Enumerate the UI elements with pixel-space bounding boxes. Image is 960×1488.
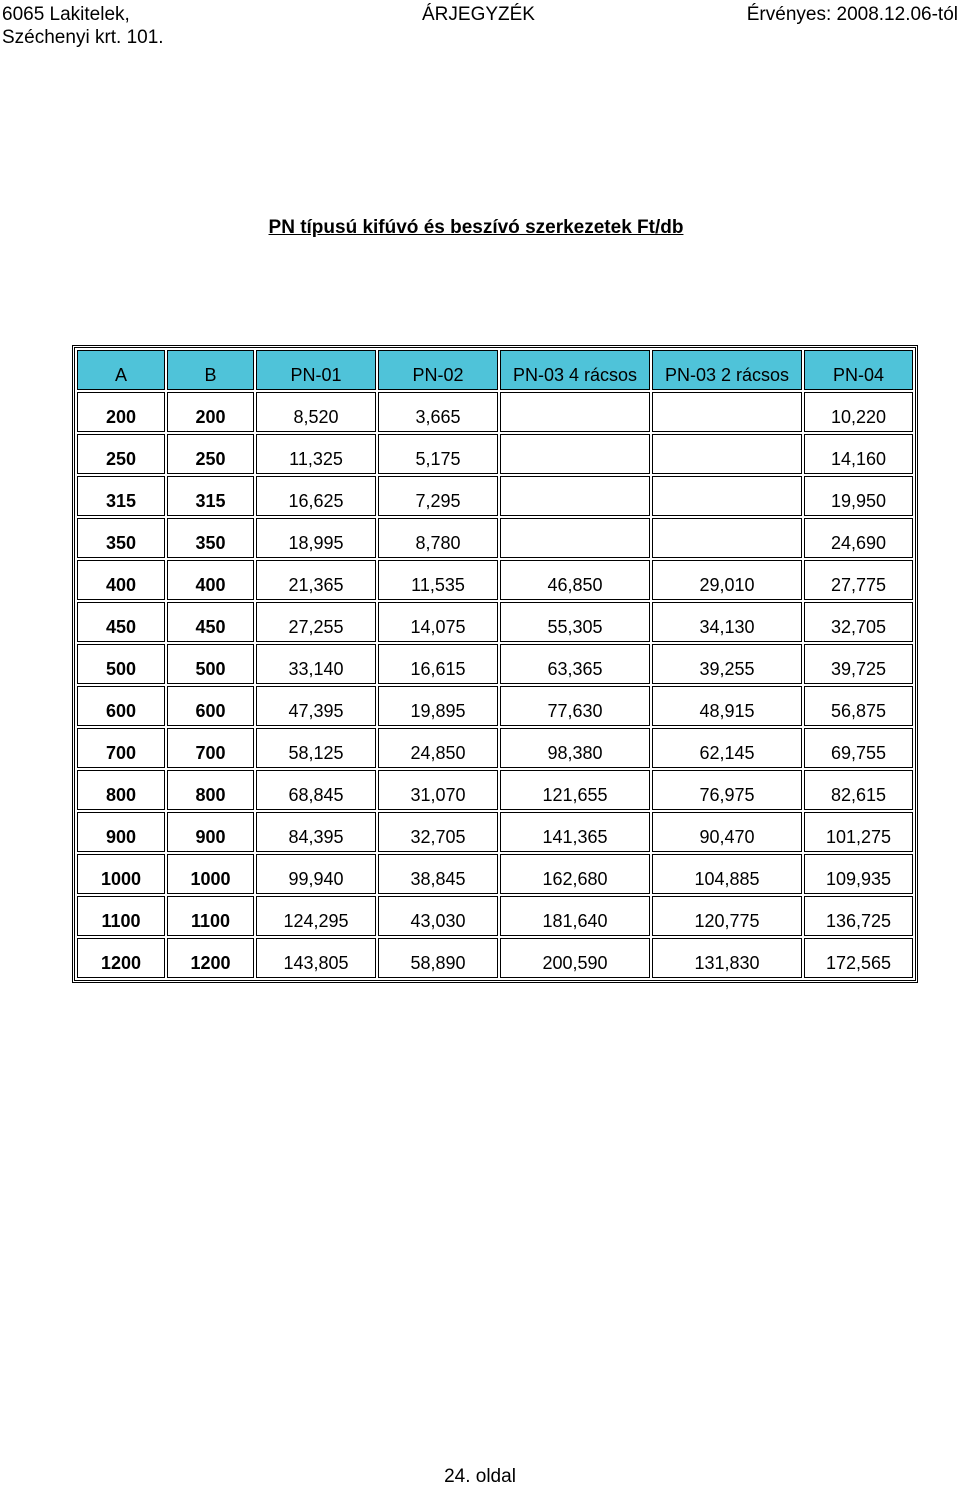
cell-pn03-2: 120,775 [652, 896, 802, 936]
cell-pn02: 19,895 [378, 686, 498, 726]
cell-pn03-4: 46,850 [500, 560, 650, 600]
cell-a: 350 [77, 518, 165, 558]
cell-pn03-2: 39,255 [652, 644, 802, 684]
table-row [77, 770, 913, 810]
column-header-pn03-4: PN-03 4 rácsos [500, 350, 650, 390]
cell-pn03-2: 131,830 [652, 938, 802, 978]
table-row [77, 434, 913, 474]
table-row [77, 938, 913, 978]
cell-pn02: 43,030 [378, 896, 498, 936]
cell-pn02: 7,295 [378, 476, 498, 516]
cell-b: 400 [167, 560, 254, 600]
cell-pn01: 27,255 [256, 602, 376, 642]
table-header [77, 350, 913, 390]
cell-pn03-4 [500, 392, 650, 432]
cell-pn03-4 [500, 518, 650, 558]
cell-pn02: 24,850 [378, 728, 498, 768]
cell-a: 250 [77, 434, 165, 474]
table-row [77, 644, 913, 684]
cell-b: 500 [167, 644, 254, 684]
cell-pn04: 69,755 [804, 728, 913, 768]
table-row [77, 896, 913, 936]
cell-pn04: 27,775 [804, 560, 913, 600]
cell-pn02: 31,070 [378, 770, 498, 810]
cell-pn01: 47,395 [256, 686, 376, 726]
cell-b: 1200 [167, 938, 254, 978]
table-row [77, 392, 913, 432]
cell-pn03-4: 121,655 [500, 770, 650, 810]
cell-pn02: 8,780 [378, 518, 498, 558]
cell-pn03-4: 55,305 [500, 602, 650, 642]
cell-pn01: 124,295 [256, 896, 376, 936]
cell-a: 400 [77, 560, 165, 600]
cell-b: 1100 [167, 896, 254, 936]
cell-pn03-4: 200,590 [500, 938, 650, 978]
table-header-row [77, 350, 913, 390]
cell-pn03-4: 141,365 [500, 812, 650, 852]
price-table [72, 345, 918, 983]
cell-pn04: 136,725 [804, 896, 913, 936]
cell-a: 800 [77, 770, 165, 810]
cell-pn02: 14,075 [378, 602, 498, 642]
cell-pn04: 24,690 [804, 518, 913, 558]
cell-pn02: 38,845 [378, 854, 498, 894]
cell-b: 350 [167, 518, 254, 558]
cell-pn03-4 [500, 476, 650, 516]
cell-a: 315 [77, 476, 165, 516]
cell-b: 1000 [167, 854, 254, 894]
cell-pn03-4: 162,680 [500, 854, 650, 894]
cell-pn03-2: 29,010 [652, 560, 802, 600]
cell-pn01: 33,140 [256, 644, 376, 684]
cell-a: 600 [77, 686, 165, 726]
cell-pn03-2: 76,975 [652, 770, 802, 810]
page-title: PN típusú kifúvó és beszívó szerkezetek Ft/db [268, 217, 684, 238]
cell-pn02: 5,175 [378, 434, 498, 474]
table-row [77, 728, 913, 768]
cell-pn01: 11,325 [256, 434, 376, 474]
cell-pn03-4: 98,380 [500, 728, 650, 768]
cell-b: 200 [167, 392, 254, 432]
cell-pn02: 58,890 [378, 938, 498, 978]
cell-pn01: 58,125 [256, 728, 376, 768]
cell-pn02: 32,705 [378, 812, 498, 852]
cell-b: 900 [167, 812, 254, 852]
cell-pn04: 101,275 [804, 812, 913, 852]
cell-pn04: 172,565 [804, 938, 913, 978]
cell-pn03-4: 63,365 [500, 644, 650, 684]
cell-pn03-2 [652, 518, 802, 558]
cell-pn04: 109,935 [804, 854, 913, 894]
cell-pn01: 143,805 [256, 938, 376, 978]
cell-pn04: 14,160 [804, 434, 913, 474]
column-header-pn03-2: PN-03 2 rácsos [652, 350, 802, 390]
column-header-b: B [167, 350, 254, 390]
table-row [77, 476, 913, 516]
cell-b: 600 [167, 686, 254, 726]
company-address-line2: Széchenyi krt. 101. [2, 27, 164, 48]
cell-a: 1200 [77, 938, 165, 978]
cell-pn04: 10,220 [804, 392, 913, 432]
column-header-a: A [77, 350, 165, 390]
cell-a: 200 [77, 392, 165, 432]
cell-pn03-2 [652, 392, 802, 432]
table-row [77, 812, 913, 852]
cell-pn02: 16,615 [378, 644, 498, 684]
cell-b: 800 [167, 770, 254, 810]
cell-pn01: 68,845 [256, 770, 376, 810]
cell-pn03-2: 48,915 [652, 686, 802, 726]
cell-b: 450 [167, 602, 254, 642]
cell-a: 500 [77, 644, 165, 684]
cell-pn03-2 [652, 434, 802, 474]
cell-pn02: 3,665 [378, 392, 498, 432]
cell-pn03-4: 77,630 [500, 686, 650, 726]
table-body [77, 392, 913, 978]
column-header-pn01: PN-01 [256, 350, 376, 390]
cell-b: 250 [167, 434, 254, 474]
table-row [77, 518, 913, 558]
cell-pn03-2: 104,885 [652, 854, 802, 894]
table-row [77, 854, 913, 894]
cell-a: 450 [77, 602, 165, 642]
document-type: ÁRJEGYZÉK [422, 4, 535, 25]
cell-pn03-2: 90,470 [652, 812, 802, 852]
column-header-pn02: PN-02 [378, 350, 498, 390]
cell-pn03-2: 34,130 [652, 602, 802, 642]
cell-pn03-4 [500, 434, 650, 474]
cell-a: 1100 [77, 896, 165, 936]
cell-a: 700 [77, 728, 165, 768]
cell-pn01: 16,625 [256, 476, 376, 516]
cell-pn01: 84,395 [256, 812, 376, 852]
validity-date: Érvényes: 2008.12.06-tól [746, 4, 958, 25]
cell-pn03-2: 62,145 [652, 728, 802, 768]
cell-pn02: 11,535 [378, 560, 498, 600]
company-address-line1: 6065 Lakitelek, [2, 4, 130, 25]
cell-pn01: 8,520 [256, 392, 376, 432]
column-header-pn04: PN-04 [804, 350, 913, 390]
cell-pn04: 32,705 [804, 602, 913, 642]
page-number: 24. oldal [444, 1466, 516, 1487]
cell-pn04: 82,615 [804, 770, 913, 810]
cell-pn04: 39,725 [804, 644, 913, 684]
cell-pn03-4: 181,640 [500, 896, 650, 936]
table-row [77, 560, 913, 600]
cell-pn01: 21,365 [256, 560, 376, 600]
cell-pn01: 99,940 [256, 854, 376, 894]
cell-pn04: 56,875 [804, 686, 913, 726]
cell-pn03-2 [652, 476, 802, 516]
cell-pn04: 19,950 [804, 476, 913, 516]
cell-a: 1000 [77, 854, 165, 894]
table-row [77, 602, 913, 642]
cell-pn01: 18,995 [256, 518, 376, 558]
cell-b: 315 [167, 476, 254, 516]
table-row [77, 686, 913, 726]
cell-a: 900 [77, 812, 165, 852]
cell-b: 700 [167, 728, 254, 768]
